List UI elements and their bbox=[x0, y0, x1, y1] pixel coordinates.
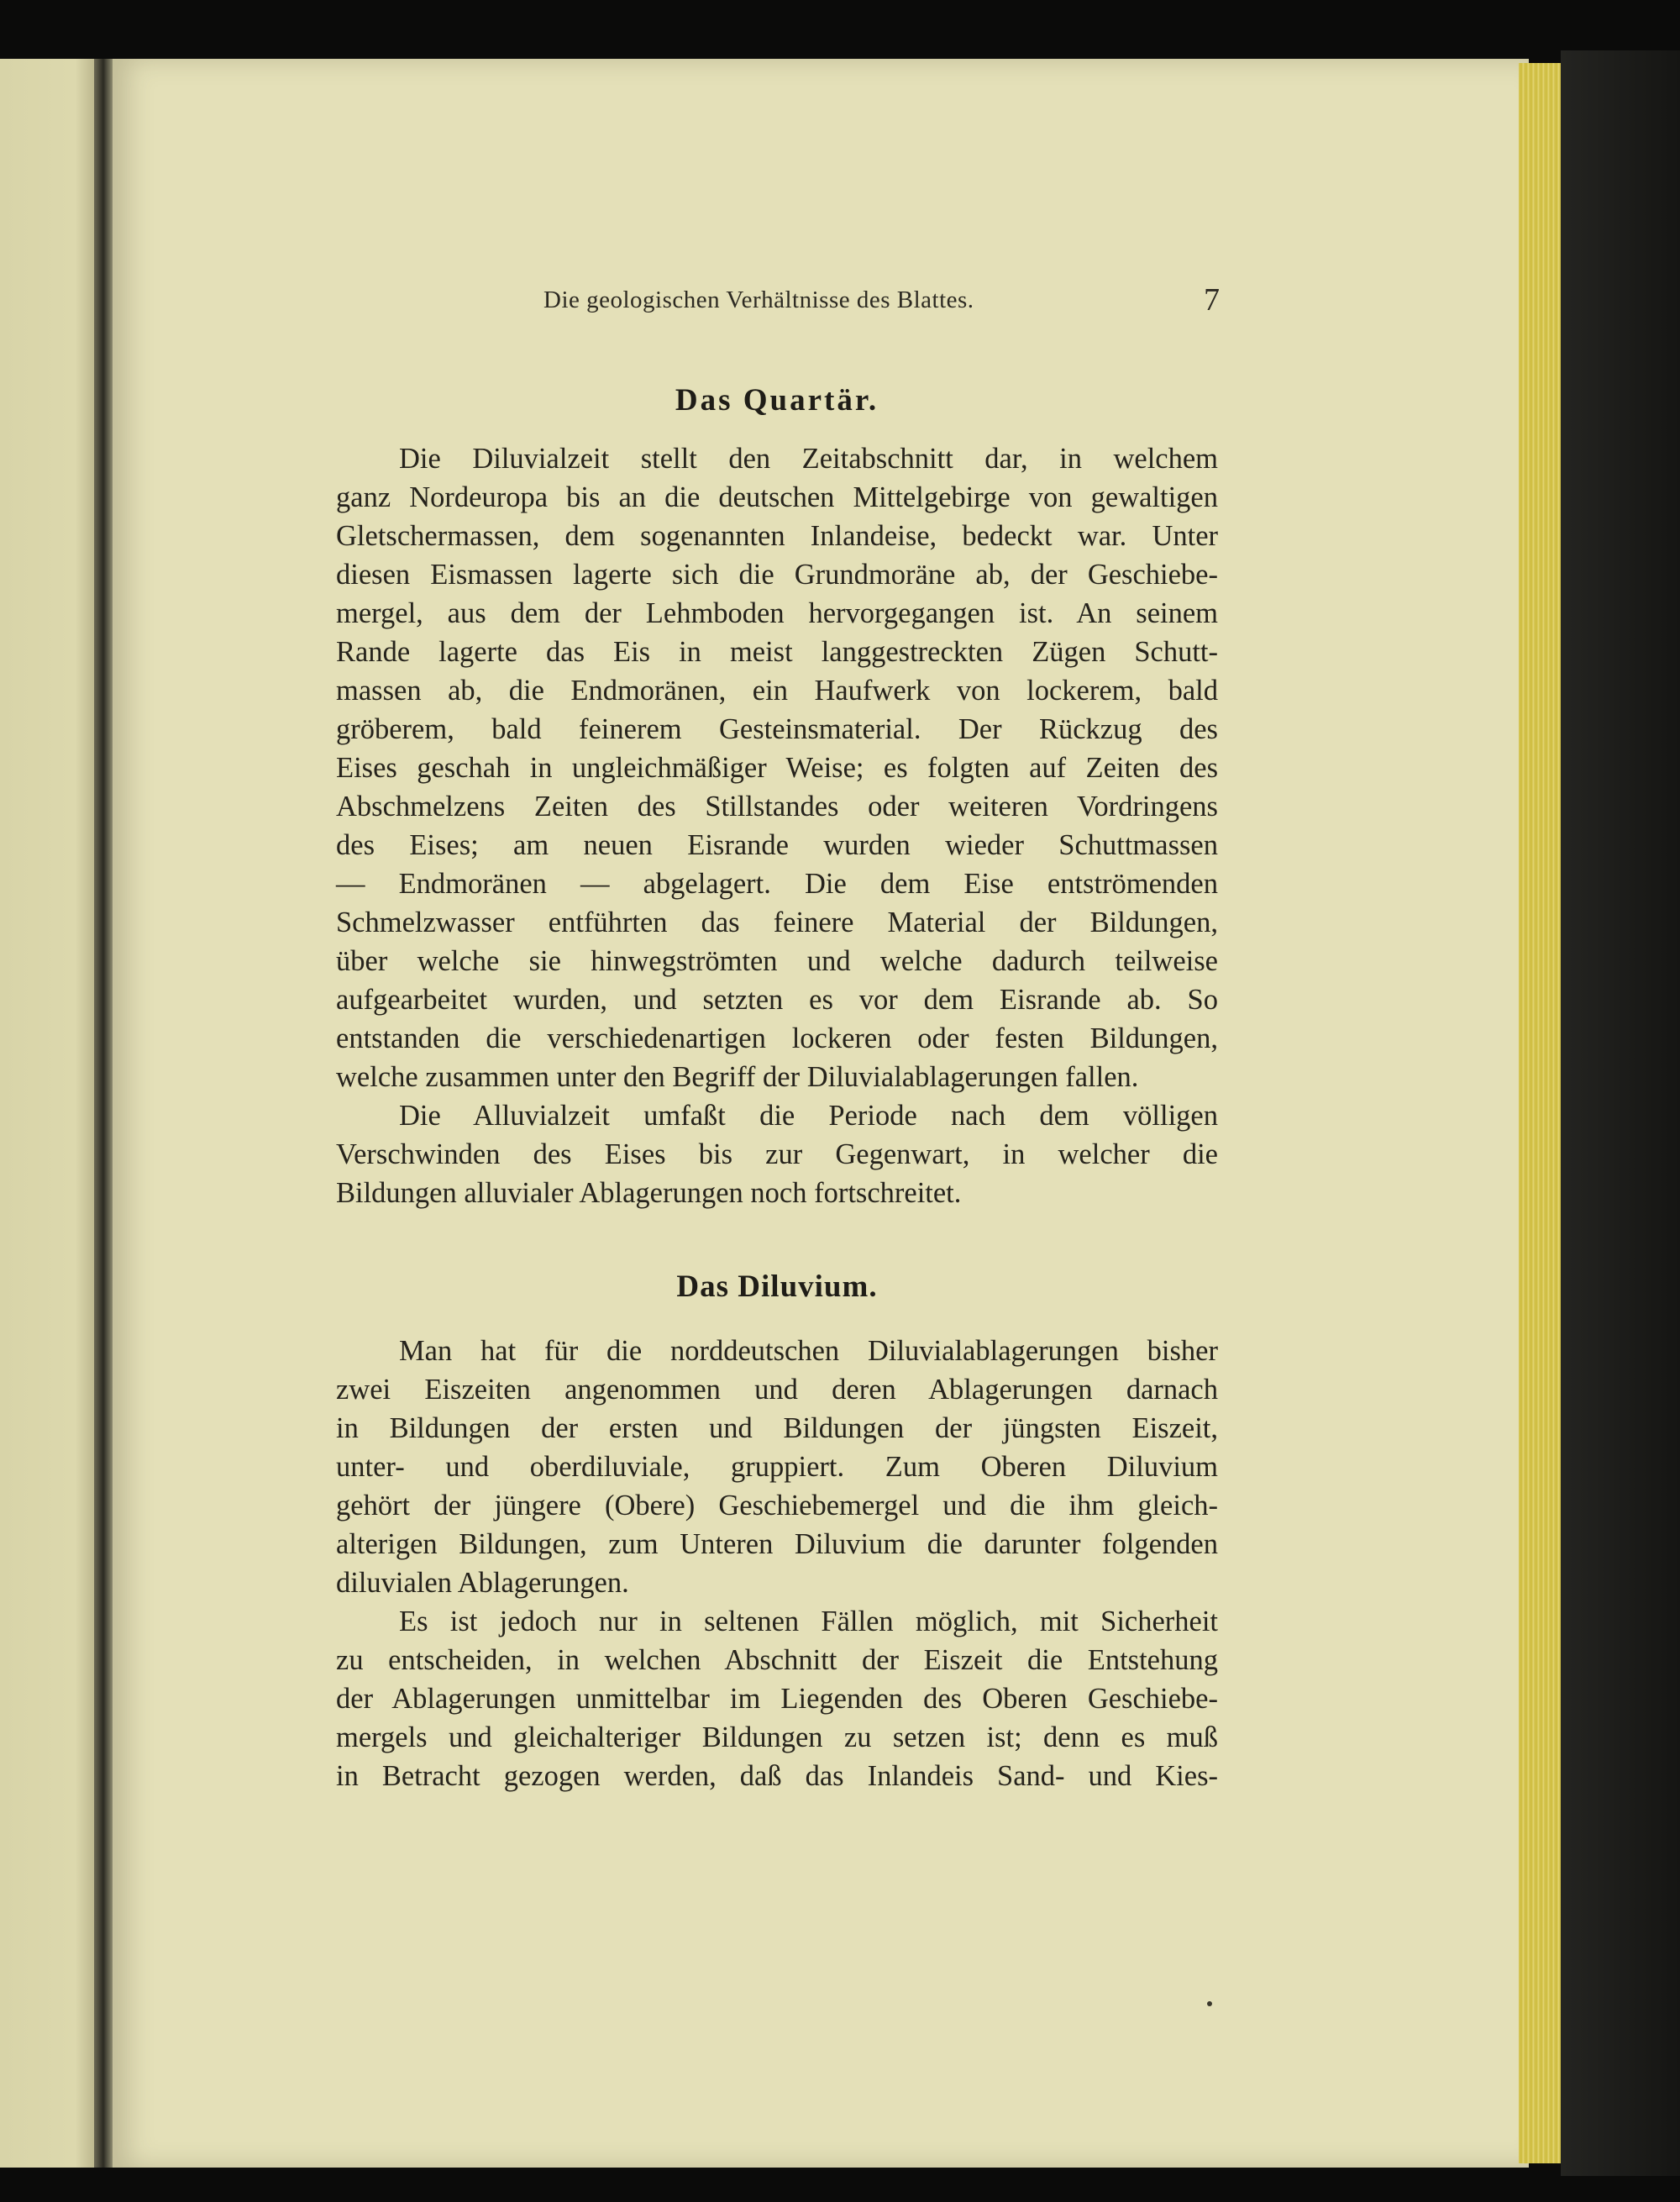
text-line: über welche sie hinwegströmten und welche dadurch teilweise bbox=[336, 945, 1218, 977]
text-line: Verschwinden des Eises bis zur Gegenwart, in welcher die bbox=[336, 1138, 1218, 1170]
book-cover bbox=[1561, 50, 1680, 2176]
text-line: des Eises; am neuen Eisrande wurden wieder Schuttmassen bbox=[336, 829, 1218, 861]
text-line: massen ab, die Endmoränen, ein Haufwerk von lockerem, bald bbox=[336, 675, 1218, 707]
text-line: aufgearbeitet wurden, und setzten es vor dem Eisrande ab. So bbox=[336, 984, 1218, 1016]
text-line: Die Diluvialzeit stellt den Zeitabschnitt dar, in welchem bbox=[399, 443, 1218, 475]
text-line: Die Alluvialzeit umfaßt die Periode nach dem völligen bbox=[399, 1100, 1218, 1132]
text-line: alterigen Bildungen, zum Unteren Diluvium die darunter folgenden bbox=[336, 1528, 1218, 1560]
text-line: — Endmoränen — abgelagert. Die dem Eise entströmenden bbox=[336, 868, 1218, 900]
text-line: gröberem, bald feinerem Gesteinsmaterial. Der Rückzug des bbox=[336, 713, 1218, 745]
running-head-title: Die geologischen Verhältnisse des Blattes. bbox=[543, 286, 974, 313]
text-line: Gletschermassen, dem sogenannten Inlandeise, bedeckt war. Unter bbox=[336, 520, 1218, 552]
section-heading-quartaer: Das Quartär. bbox=[675, 383, 879, 418]
section-body-quartaer bbox=[336, 439, 1218, 1212]
text-line: zwei Eiszeiten angenommen und deren Ablagerungen darnach bbox=[336, 1374, 1218, 1406]
book-gutter bbox=[94, 59, 113, 2168]
section-heading-diluvium: Das Diluvium. bbox=[676, 1269, 878, 1304]
text-line: welche zusammen unter den Begriff der Diluvialablagerungen fallen. bbox=[336, 1061, 1139, 1093]
text-line: unter- und oberdiluviale, gruppiert. Zum Oberen Diluvium bbox=[336, 1451, 1218, 1483]
text-line: ganz Nordeuropa bis an die deutschen Mittelgebirge von gewaltigen bbox=[336, 481, 1218, 513]
text-line: mergels und gleichalteriger Bildungen zu setzen ist; denn es muß bbox=[336, 1721, 1218, 1753]
text-line: Bildungen alluvialer Ablagerungen noch fortschreitet. bbox=[336, 1177, 962, 1209]
running-head bbox=[543, 282, 1220, 328]
text-line: Es ist jedoch nur in seltenen Fällen möglich, mit Sicherheit bbox=[399, 1606, 1218, 1637]
text-line: diesen Eismassen lagerte sich die Grundmoräne ab, der Geschiebe- bbox=[336, 559, 1218, 591]
text-line: mergel, aus dem der Lehmboden hervorgegangen ist. An seinem bbox=[336, 597, 1218, 629]
paper-speck bbox=[1207, 2001, 1212, 2006]
text-line: zu entscheiden, in welchen Abschnitt der Eiszeit die Entstehung bbox=[336, 1644, 1218, 1676]
text-line: diluvialen Ablagerungen. bbox=[336, 1567, 629, 1599]
section-body-diluvium bbox=[336, 1332, 1218, 1795]
page-number: 7 bbox=[1204, 282, 1220, 318]
text-line: Rande lagerte das Eis in meist langgestreckten Zügen Schutt- bbox=[336, 636, 1218, 668]
text-line: entstanden die verschiedenartigen lockeren oder festen Bildungen, bbox=[336, 1022, 1218, 1054]
text-line: Man hat für die norddeutschen Diluvialablagerungen bisher bbox=[399, 1335, 1218, 1367]
text-line: der Ablagerungen unmittelbar im Liegenden des Oberen Geschiebe- bbox=[336, 1683, 1218, 1715]
left-page-edge bbox=[0, 59, 94, 2168]
text-line: Eises geschah in ungleichmäßiger Weise; es folgten auf Zeiten des bbox=[336, 752, 1218, 784]
text-line: in Betracht gezogen werden, daß das Inlandeis Sand- und Kies- bbox=[336, 1760, 1218, 1792]
gilt-page-edges bbox=[1519, 63, 1561, 2163]
text-line: Schmelzwasser entführten das feinere Material der Bildungen, bbox=[336, 907, 1218, 938]
text-line: Abschmelzens Zeiten des Stillstandes oder weiteren Vordringens bbox=[336, 791, 1218, 822]
text-line: in Bildungen der ersten und Bildungen der jüngsten Eiszeit, bbox=[336, 1412, 1218, 1444]
text-line: gehört der jüngere (Obere) Geschiebemergel und die ihm gleich- bbox=[336, 1490, 1218, 1521]
